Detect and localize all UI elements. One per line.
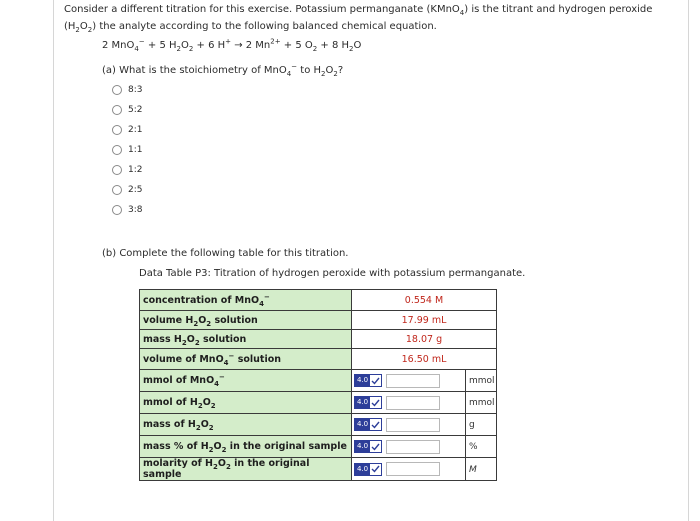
option-1-2[interactable]: 1:2 (112, 160, 142, 180)
checkmark-icon (370, 464, 381, 475)
option-2-1[interactable]: 2:1 (112, 120, 142, 140)
table-row (140, 370, 497, 392)
option-3-8[interactable]: 3:8 (112, 200, 142, 220)
unit-cell: M (466, 458, 497, 481)
unit-cell: g (466, 414, 497, 436)
row-value: 16.50 mL (352, 349, 497, 370)
option-5-2[interactable]: 5:2 (112, 100, 142, 120)
question-b: (b) Complete the following table for this titration. (102, 248, 349, 259)
answer-cell (352, 414, 466, 436)
row-label: volume $H_2O_2$ solution (140, 311, 352, 330)
row-value: 17.99 mL (352, 311, 497, 330)
row-label: mass $H_2O_2$ solution (140, 330, 352, 349)
row-label: concentration of MnO$_4$− (140, 290, 352, 311)
row-value: 0.554 M (352, 290, 497, 311)
unit-cell: mmol (466, 392, 497, 414)
mmol-mno4-input[interactable] (386, 374, 440, 388)
row-value: 18.07 g (352, 330, 497, 349)
row-label: mmol of $H_2O_2$ (140, 392, 352, 414)
radio-button[interactable] (112, 165, 122, 175)
table-row (140, 349, 497, 370)
intro-text: Consider a different titration for this exercise. Potassium permanganate (KMnO$_4$) is the titrant and hydrogen peroxide $(H_2O_2)$ the analyte according to the following balanced chemical equation. (64, 4, 653, 34)
row-label: mass % of $H_2O_2$ in the original sample (140, 436, 352, 458)
option-8-3[interactable]: 8:3 (112, 80, 142, 100)
checkmark-icon (370, 419, 381, 430)
answer-cell (352, 436, 466, 458)
stoichiometry-options (112, 80, 142, 220)
balanced-equation: 2 MnO$_4$− + 5 $H_2O_2 + 6$ H+ → 2 $Mn^{2+} + 5$ $O_2 + 8$ $H_2O$ (102, 37, 362, 53)
unit-cell: mmol (466, 370, 497, 392)
unit-cell: % (466, 436, 497, 458)
option-1-1[interactable]: 1:1 (112, 140, 142, 160)
score-badge: 4.0 (354, 440, 382, 453)
right-border (688, 0, 689, 521)
radio-button[interactable] (112, 125, 122, 135)
checkmark-icon (370, 397, 381, 408)
checkmark-icon (370, 375, 381, 386)
option-2-5[interactable]: 2:5 (112, 180, 142, 200)
score-badge: 4.0 (354, 418, 382, 431)
molarity-input[interactable] (386, 462, 440, 476)
table-row (140, 330, 497, 349)
score-badge: 4.0 (354, 463, 382, 476)
left-border (53, 0, 54, 521)
table-row (140, 311, 497, 330)
score-badge: 4.0 (354, 396, 382, 409)
table-row (140, 414, 497, 436)
table-row (140, 392, 497, 414)
row-label: mass of $H_2O_2$ (140, 414, 352, 436)
checkmark-icon (370, 441, 381, 452)
radio-button[interactable] (112, 105, 122, 115)
radio-button[interactable] (112, 205, 122, 215)
row-label: volume of MnO$_4$− solution (140, 349, 352, 370)
question-a: (a) What is the stoichiometry of MnO$_4$− to $H_2O_2$? (102, 62, 344, 78)
row-label: mmol of MnO$_4$− (140, 370, 352, 392)
answer-cell (352, 392, 466, 414)
table-row (140, 290, 497, 311)
table-row (140, 458, 497, 481)
mass-percent-input[interactable] (386, 440, 440, 454)
mass-h2o2-input[interactable] (386, 418, 440, 432)
answer-cell (352, 370, 466, 392)
radio-button[interactable] (112, 185, 122, 195)
mmol-h2o2-input[interactable] (386, 396, 440, 410)
data-table (139, 289, 497, 481)
row-label: molarity of $H_2O_2$ in the original sample (140, 458, 352, 481)
score-badge: 4.0 (354, 374, 382, 387)
radio-button[interactable] (112, 85, 122, 95)
radio-button[interactable] (112, 145, 122, 155)
table-row (140, 436, 497, 458)
answer-cell (352, 458, 466, 481)
table-caption: Data Table P3: Titration of hydrogen peroxide with potassium permanganate. (139, 268, 526, 279)
